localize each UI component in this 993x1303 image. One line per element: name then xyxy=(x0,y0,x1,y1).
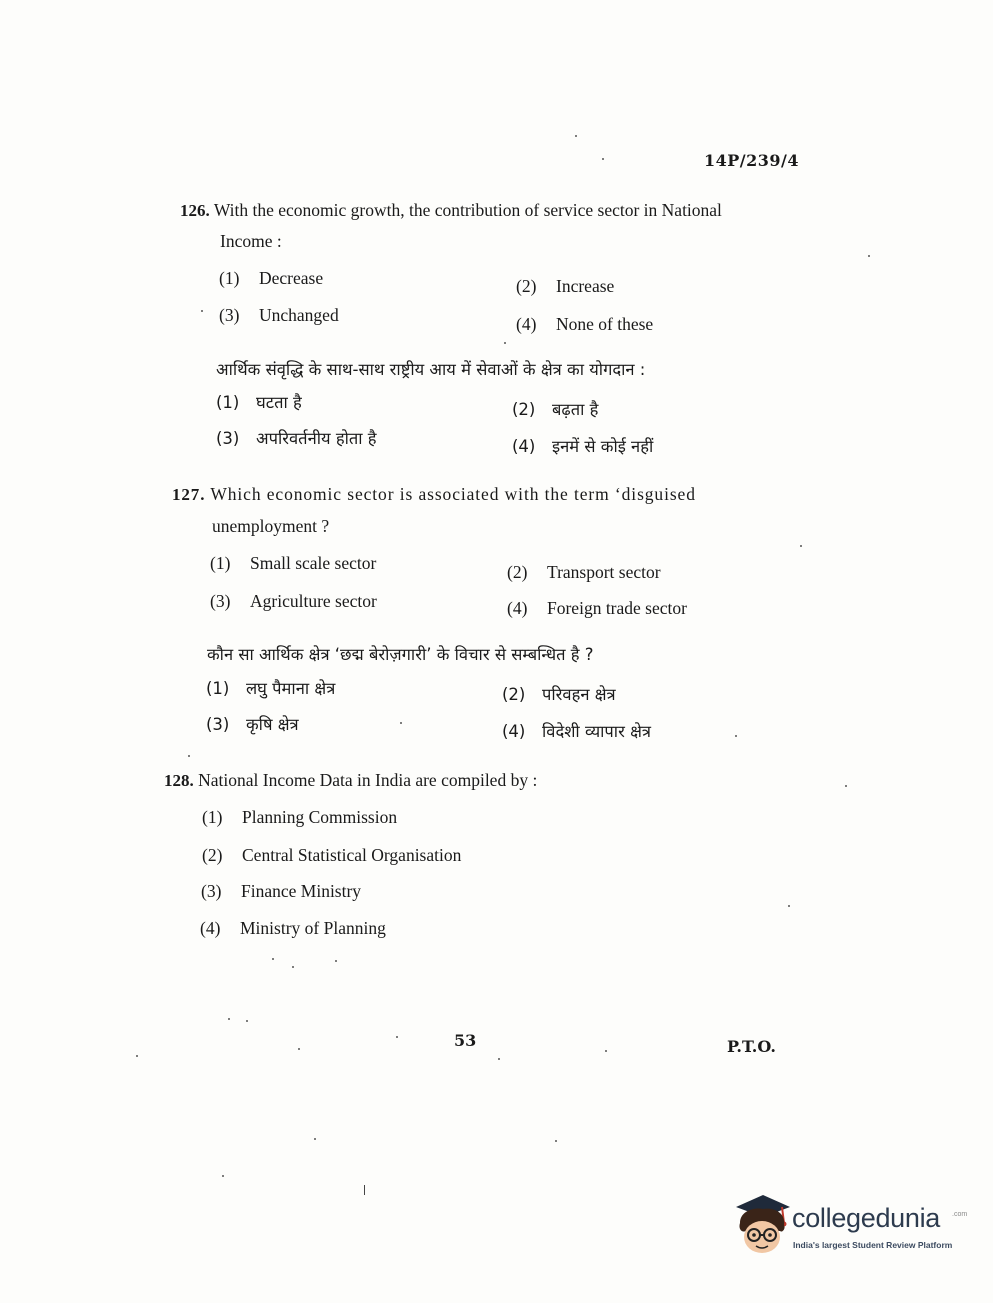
brand-name: collegedunia xyxy=(792,1203,941,1233)
question-126-hindi: आर्थिक संवृद्धि के साथ-साथ राष्ट्रीय आय में सेवाओं के क्षेत्र का योगदान : xyxy=(216,360,646,379)
hindi-option-2[interactable]: (2) परिवहन क्षेत्र xyxy=(502,685,616,704)
hindi-option-1[interactable]: (1) घटता है xyxy=(216,393,302,412)
option-2[interactable]: (2) Increase xyxy=(516,276,615,296)
option-4[interactable]: (4) Foreign trade sector xyxy=(507,598,687,618)
brand-domain: .com xyxy=(952,1211,968,1218)
question-126-stem-line1 xyxy=(180,200,722,221)
option-4[interactable]: (4) Ministry of Planning xyxy=(200,918,386,938)
option-1[interactable]: (1) Small scale sector xyxy=(210,553,377,573)
page-number: 53 xyxy=(454,1031,477,1050)
option-4[interactable]: (4) None of these xyxy=(516,314,654,334)
hindi-option-4[interactable]: (4) विदेशी व्यापार क्षेत्र xyxy=(502,722,652,741)
paper-code: 14P/239/4 xyxy=(704,151,800,170)
question-text: With the economic growth, the contribution of service sector in National xyxy=(213,200,722,220)
option-1[interactable]: (1) Planning Commission xyxy=(202,807,398,827)
question-number: 128. xyxy=(164,771,194,790)
hindi-option-3[interactable]: (3) अपरिवर्तनीय होता है xyxy=(216,429,377,448)
hindi-option-4[interactable]: (4) इनमें से कोई नहीं xyxy=(512,437,654,456)
hindi-option-1[interactable]: (1) लघु पैमाना क्षेत्र xyxy=(206,679,336,698)
question-127-stem-line2: unemployment ? xyxy=(212,516,330,536)
question-127-hindi: कौन सा आर्थिक क्षेत्र ‘छद्म बेरोज़गारी’ के विचार से सम्बन्धित है ? xyxy=(207,645,594,664)
hindi-option-2[interactable]: (2) बढ़ता है xyxy=(512,400,599,419)
hindi-option-3[interactable]: (3) कृषि क्षेत्र xyxy=(206,715,299,734)
option-3[interactable]: (3) Finance Ministry xyxy=(201,881,362,901)
pto-label: P.T.O. xyxy=(727,1037,776,1056)
question-128-stem xyxy=(164,770,537,791)
question-number: 127. xyxy=(172,485,206,504)
question-number: 126. xyxy=(180,201,210,220)
question-126-stem-line2: Income : xyxy=(220,231,282,251)
option-1[interactable]: (1) Decrease xyxy=(219,268,324,288)
option-3[interactable]: (3) Agriculture sector xyxy=(210,591,377,611)
question-127-stem-line1 xyxy=(172,484,696,505)
option-2[interactable]: (2) Central Statistical Organisation xyxy=(202,845,462,865)
collegedunia-watermark xyxy=(732,1193,968,1263)
brand-tagline: India's largest Student Review Platform xyxy=(793,1240,953,1250)
option-3[interactable]: (3) Unchanged xyxy=(219,305,339,325)
student-mascot-icon xyxy=(732,1193,794,1257)
question-text: Which economic sector is associated with the term ‘disguised xyxy=(210,484,696,504)
option-2[interactable]: (2) Transport sector xyxy=(507,562,661,582)
question-text: National Income Data in India are compiled by : xyxy=(198,770,538,790)
